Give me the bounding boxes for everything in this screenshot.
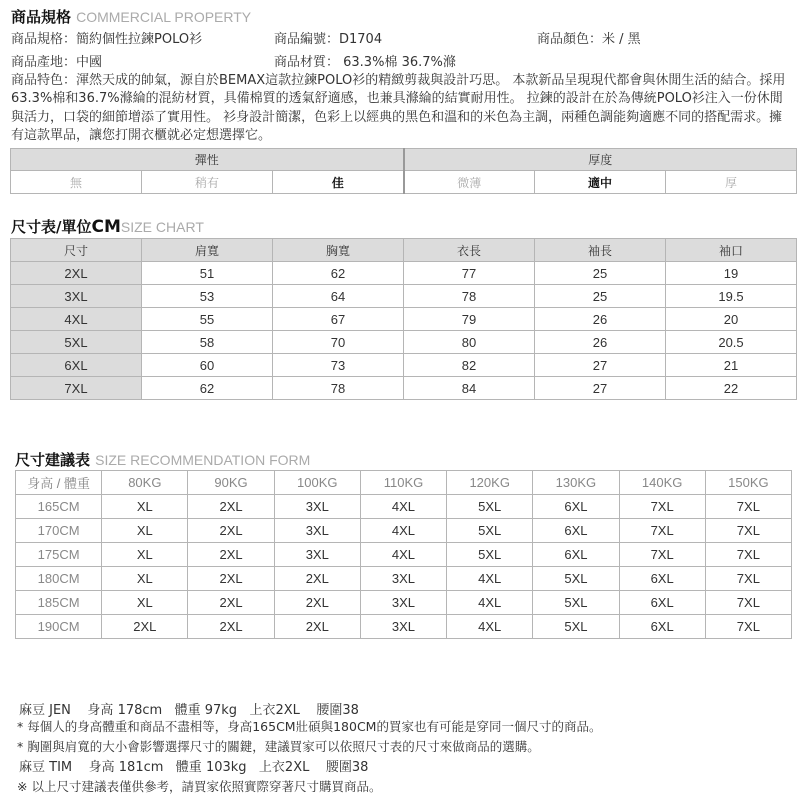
thickness-option: 厚 — [666, 171, 797, 194]
feature-table — [10, 148, 797, 194]
table-cell: 80 — [404, 331, 535, 354]
table-cell: XL — [102, 567, 188, 591]
table-cell: 4XL — [360, 495, 446, 519]
table-cell: 2XL — [188, 543, 274, 567]
table-cell: 2XL — [188, 615, 274, 639]
table-cell: 2XL — [274, 567, 360, 591]
table-cell: 6XL — [619, 615, 705, 639]
size-chart-table — [10, 238, 797, 400]
column-header: 肩寬 — [142, 239, 273, 262]
thickness-header: 厚度 — [404, 149, 797, 171]
table-cell: 67 — [273, 308, 404, 331]
row-header-cell: 7XL — [11, 377, 142, 400]
property-title-en: COMMERCIAL PROPERTY — [76, 9, 252, 25]
column-header: 90KG — [188, 471, 274, 495]
elasticity-option: 稍有 — [142, 171, 273, 194]
column-header: 袖口 — [666, 239, 797, 262]
row-header-cell: 6XL — [11, 354, 142, 377]
recommendation-row — [16, 567, 792, 591]
table-cell: 6XL — [533, 543, 619, 567]
table-cell: 25 — [535, 285, 666, 308]
table-cell: 7XL — [705, 495, 791, 519]
row-header-cell: 3XL — [11, 285, 142, 308]
size-recommendation-table — [15, 470, 792, 639]
recommendation-row — [16, 591, 792, 615]
row-header-cell: 175CM — [16, 543, 102, 567]
column-header: 150KG — [705, 471, 791, 495]
product-code: 商品編號：D1704 — [274, 32, 383, 47]
column-header: 身高 / 體重 — [16, 471, 102, 495]
row-header-cell: 165CM — [16, 495, 102, 519]
table-cell: 27 — [535, 354, 666, 377]
size-chart-row — [11, 308, 797, 331]
table-cell: 7XL — [705, 519, 791, 543]
table-cell: 7XL — [705, 567, 791, 591]
table-cell: 4XL — [447, 615, 533, 639]
table-cell: 2XL — [274, 615, 360, 639]
table-cell: 26 — [535, 331, 666, 354]
table-cell: 19 — [666, 262, 797, 285]
table-cell: 6XL — [533, 495, 619, 519]
product-origin: 商品產地：中國 — [11, 55, 103, 70]
column-header: 120KG — [447, 471, 533, 495]
size-chart-row — [11, 331, 797, 354]
table-cell: XL — [102, 519, 188, 543]
size-chart-title-cn: 尺寸表/單位 — [11, 218, 92, 236]
elasticity-option: 無 — [11, 171, 142, 194]
table-cell: 7XL — [705, 543, 791, 567]
table-cell: 5XL — [533, 591, 619, 615]
table-cell: XL — [102, 495, 188, 519]
table-cell: 2XL — [274, 591, 360, 615]
model-tim: 麻豆 TIM 身高 181cm 體重 103kg 上衣2XL 腰圍38 — [19, 760, 369, 775]
table-cell: 2XL — [188, 591, 274, 615]
table-cell: 4XL — [447, 567, 533, 591]
column-header: 袖長 — [535, 239, 666, 262]
note-body-variation: * 每個人的身高體重和商品不盡相等，身高165CM壯碩與180CM的買家也有可能是穿同一個尺寸的商品。 — [17, 719, 602, 734]
product-color: 商品顏色：米 / 黑 — [537, 32, 641, 47]
property-heading — [11, 6, 251, 27]
table-cell: 4XL — [360, 519, 446, 543]
table-cell: 5XL — [533, 615, 619, 639]
table-cell: 7XL — [619, 495, 705, 519]
row-header-cell: 2XL — [11, 262, 142, 285]
recommendation-row — [16, 519, 792, 543]
elasticity-header: 彈性 — [11, 149, 404, 171]
model-jen: 麻豆 JEN 身高 178cm 體重 97kg 上衣2XL 腰圍38 — [19, 703, 359, 718]
table-cell: 62 — [142, 377, 273, 400]
property-title-cn: 商品規格 — [11, 8, 72, 26]
table-cell: 6XL — [619, 591, 705, 615]
table-cell: 7XL — [705, 615, 791, 639]
column-header: 100KG — [274, 471, 360, 495]
table-cell: 2XL — [188, 567, 274, 591]
table-cell: 2XL — [102, 615, 188, 639]
row-header-cell: 5XL — [11, 331, 142, 354]
product-material: 商品材質： 63.3%棉 36.7%滌 — [274, 55, 456, 70]
column-header: 110KG — [360, 471, 446, 495]
table-cell: 82 — [404, 354, 535, 377]
column-header: 胸寬 — [273, 239, 404, 262]
table-cell: 78 — [273, 377, 404, 400]
table-cell: 5XL — [447, 519, 533, 543]
recommendation-row — [16, 615, 792, 639]
table-cell: 4XL — [447, 591, 533, 615]
table-cell: 60 — [142, 354, 273, 377]
table-cell: 55 — [142, 308, 273, 331]
table-cell: 3XL — [360, 567, 446, 591]
table-cell: 2XL — [188, 519, 274, 543]
elasticity-option: 佳 — [273, 171, 404, 194]
column-header: 衣長 — [404, 239, 535, 262]
notes — [17, 717, 601, 797]
recommendation-row — [16, 543, 792, 567]
size-chart-row — [11, 285, 797, 308]
table-cell: 73 — [273, 354, 404, 377]
table-cell: 51 — [142, 262, 273, 285]
table-cell: 7XL — [705, 591, 791, 615]
table-cell: 5XL — [533, 567, 619, 591]
column-header: 140KG — [619, 471, 705, 495]
note-spacer — [17, 757, 601, 777]
recommendation-row — [16, 495, 792, 519]
table-cell: 4XL — [360, 543, 446, 567]
table-cell: 20 — [666, 308, 797, 331]
product-description: 商品特色：渾然天成的帥氣，源自於BEMAX這款拉鍊POLO衫的精緻剪裁與設計巧思。 本款新品呈現現代都會與休閒生活的結合。採用63.3%棉和36.7%滌綸的混紡材質，具備棉質的透氣舒適感，也兼具滌綸的結實耐用性。 拉鍊的設計在於為傳統POLO衫注入一份休閒與活力，口袋的細節增添了實用性。 衫身設計簡潔，色彩上以經典的黑色和溫和的米色為主調，兩種色調能夠適應不同的搭配需求。擁有這款單品，讓您打開衣櫃就必定想選擇它。 — [11, 73, 786, 144]
thickness-option: 適中 — [535, 171, 666, 194]
size-chart-heading — [11, 216, 204, 237]
recommendation-heading — [15, 449, 310, 470]
row-header-cell: 170CM — [16, 519, 102, 543]
table-cell: 58 — [142, 331, 273, 354]
size-chart-row — [11, 377, 797, 400]
table-cell: 84 — [404, 377, 535, 400]
table-cell: 3XL — [360, 615, 446, 639]
table-cell: 53 — [142, 285, 273, 308]
table-cell: 7XL — [619, 519, 705, 543]
table-cell: 25 — [535, 262, 666, 285]
table-cell: 7XL — [619, 543, 705, 567]
table-cell: 3XL — [274, 495, 360, 519]
thickness-option: 微薄 — [404, 171, 535, 194]
size-chart-title-en: SIZE CHART — [120, 219, 204, 235]
column-header: 尺寸 — [11, 239, 142, 262]
table-cell: 27 — [535, 377, 666, 400]
recommendation-title-en: SIZE RECOMMENDATION FORM — [95, 452, 311, 468]
table-cell: XL — [102, 543, 188, 567]
table-cell: 3XL — [274, 543, 360, 567]
table-cell: 21 — [666, 354, 797, 377]
table-cell: 70 — [273, 331, 404, 354]
table-cell: 64 — [273, 285, 404, 308]
table-cell: 6XL — [533, 519, 619, 543]
note-chest-shoulder: * 胸圍與肩寬的大小會影響選擇尺寸的關鍵，建議買家可以依照尺寸表的尺寸來做商品的選購。 — [17, 739, 540, 754]
column-header: 130KG — [533, 471, 619, 495]
table-cell: 22 — [666, 377, 797, 400]
table-cell: 77 — [404, 262, 535, 285]
table-cell: 62 — [273, 262, 404, 285]
size-chart-row — [11, 262, 797, 285]
table-cell: 19.5 — [666, 285, 797, 308]
note-reference-only: ※ 以上尺寸建議表僅供參考，請買家依照實際穿著尺寸購買商品。 — [17, 779, 382, 794]
size-chart-row — [11, 354, 797, 377]
table-cell: XL — [102, 591, 188, 615]
row-header-cell: 4XL — [11, 308, 142, 331]
recommendation-title-cn: 尺寸建議表 — [15, 451, 91, 469]
row-header-cell: 190CM — [16, 615, 102, 639]
column-header: 80KG — [102, 471, 188, 495]
table-cell: 26 — [535, 308, 666, 331]
table-cell: 6XL — [619, 567, 705, 591]
table-cell: 20.5 — [666, 331, 797, 354]
table-cell: 79 — [404, 308, 535, 331]
table-cell: 5XL — [447, 543, 533, 567]
table-cell: 3XL — [360, 591, 446, 615]
table-cell: 5XL — [447, 495, 533, 519]
row-header-cell: 185CM — [16, 591, 102, 615]
size-chart-unit: CM — [91, 217, 121, 237]
table-cell: 78 — [404, 285, 535, 308]
table-cell: 3XL — [274, 519, 360, 543]
row-header-cell: 180CM — [16, 567, 102, 591]
table-cell: 2XL — [188, 495, 274, 519]
product-spec: 商品規格：簡約個性拉鍊POLO衫 — [11, 32, 203, 47]
